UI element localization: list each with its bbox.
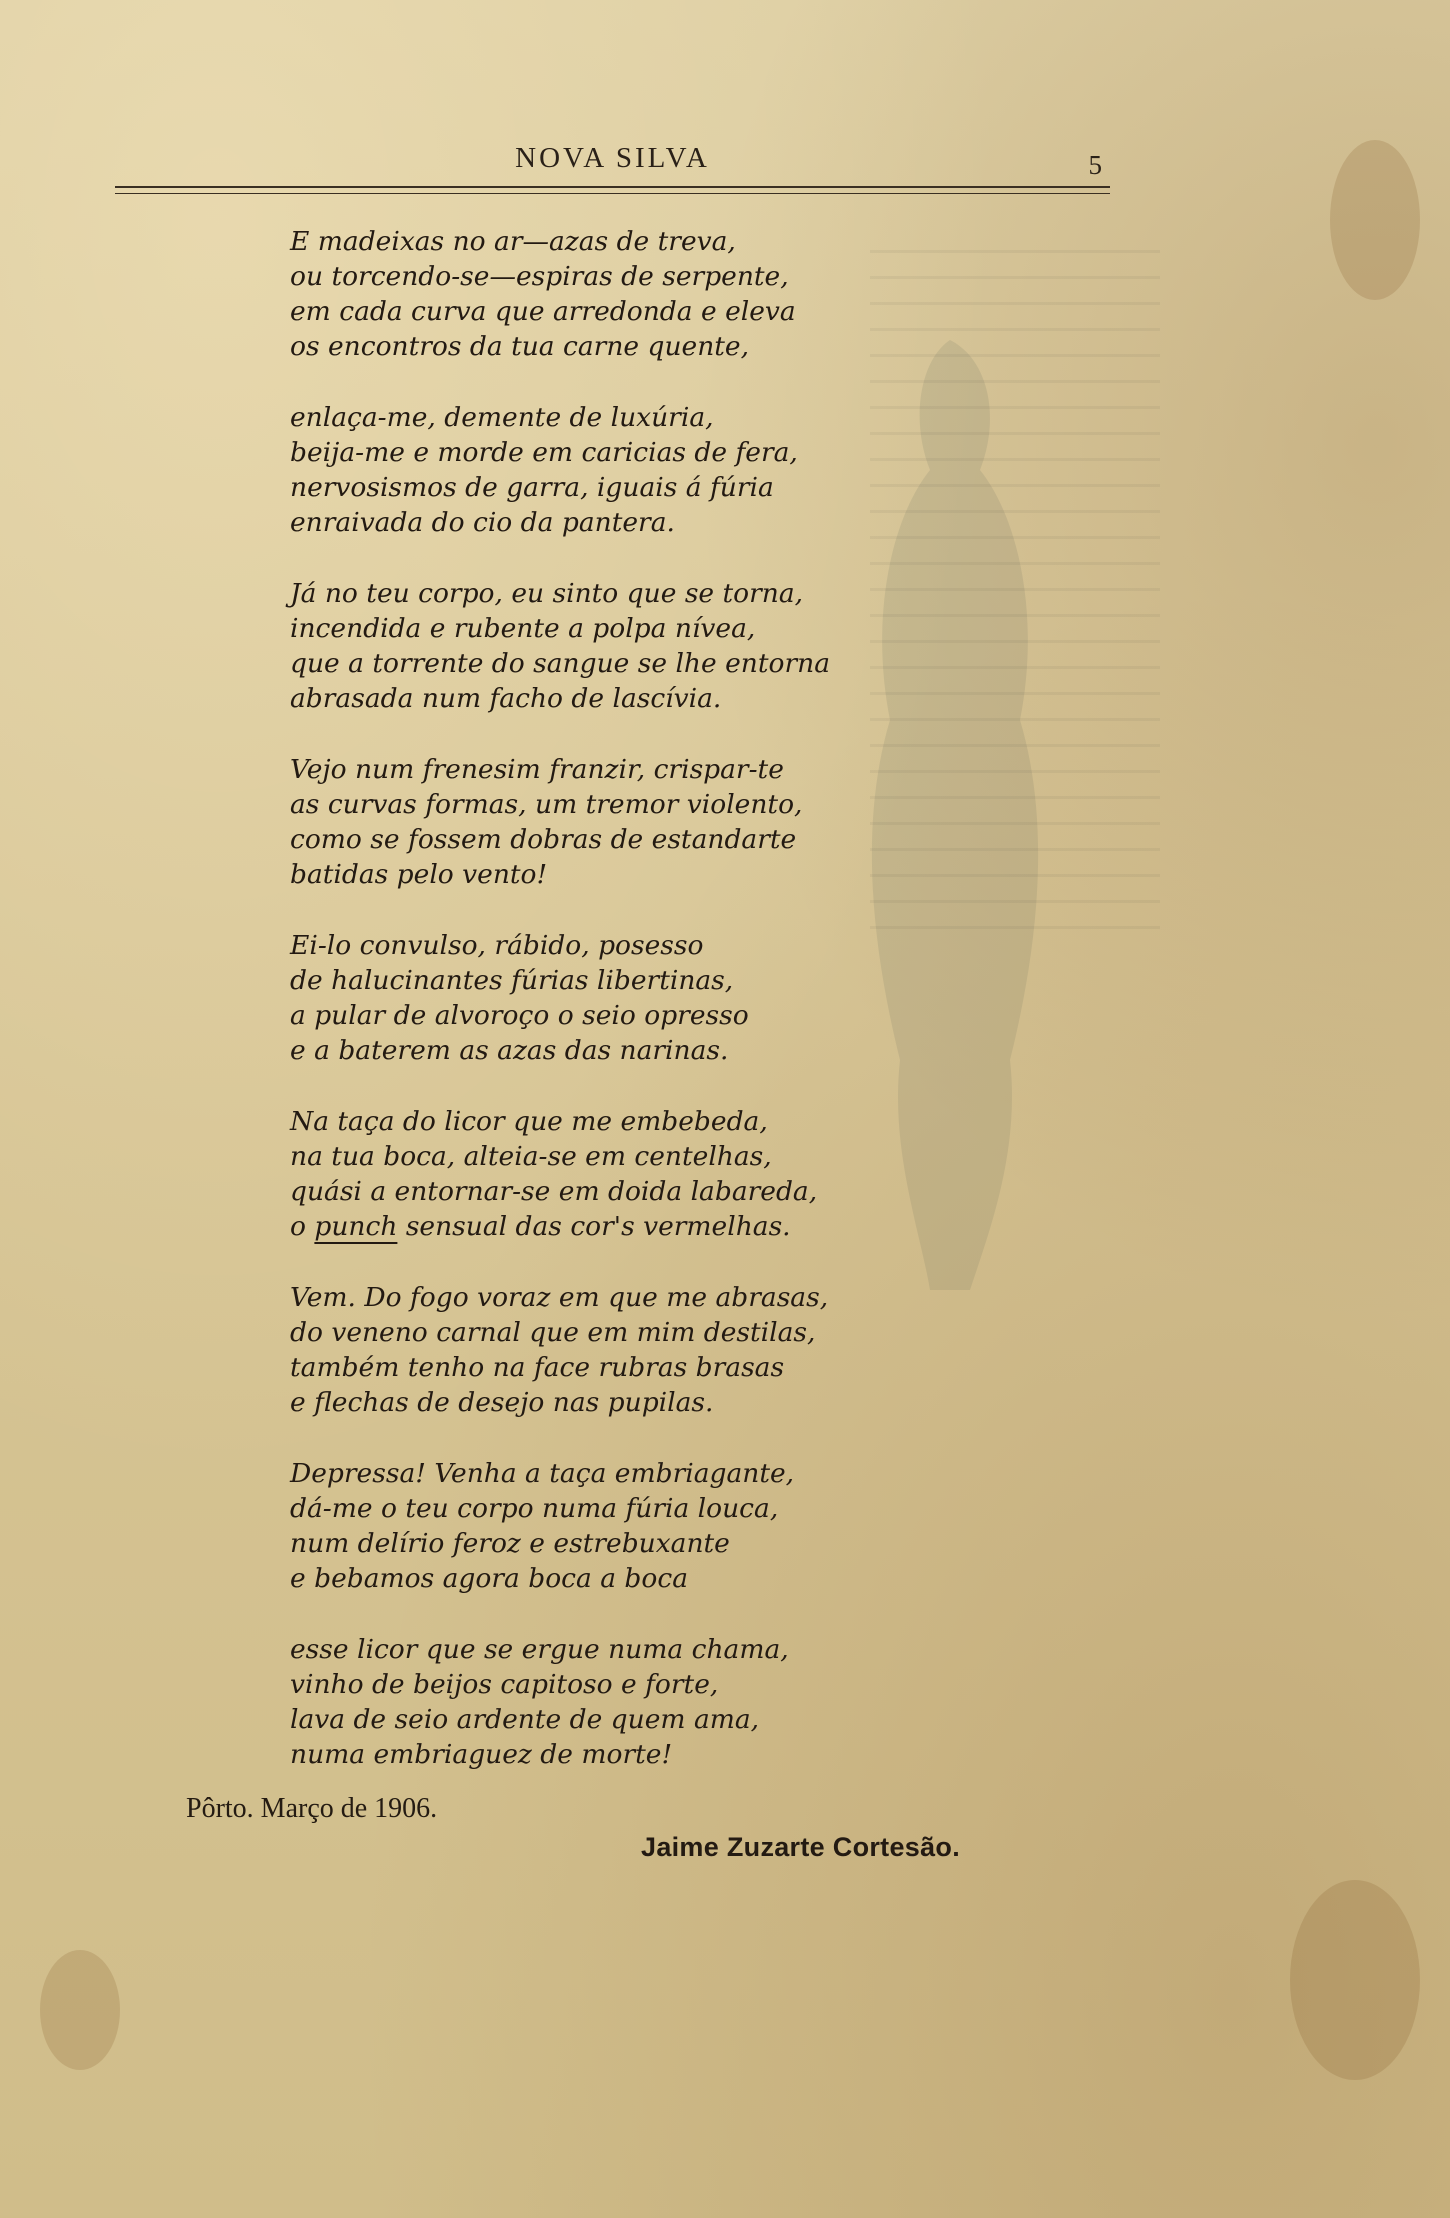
underlined-word: punch: [314, 1211, 398, 1242]
running-head: [115, 142, 1110, 182]
stanza: [290, 400, 970, 540]
paper-stain: [40, 1950, 120, 2070]
stanza: [290, 1456, 970, 1596]
verse-line: as curvas formas, um tremor violento,: [290, 789, 803, 820]
verse-line: [290, 1209, 970, 1244]
verse-line: na tua boca, alteia-se em centelhas,: [290, 1141, 772, 1172]
verse-line: batidas pelo vento!: [290, 859, 548, 890]
verse-line: Ei-lo convulso, rábido, posesso: [290, 930, 704, 961]
paper-stain: [1290, 1880, 1420, 2080]
verse-line: a pular de alvoroço o seio opresso: [290, 1000, 749, 1031]
verse-line: quási a entornar-se em doida labareda,: [290, 1176, 818, 1207]
author-signature: Jaime Zuzarte Cortesão.: [641, 1832, 961, 1862]
verse-line: ou torcendo-se—espiras de serpente,: [290, 261, 789, 292]
verse-line: E madeixas no ar—azas de treva,: [290, 226, 736, 257]
stanza: [290, 224, 970, 364]
verse-line: num delírio feroz e estrebuxante: [290, 1528, 730, 1559]
verse-line: de halucinantes fúrias libertinas,: [290, 965, 734, 996]
verse-line: também tenho na face rubras brasas: [290, 1352, 785, 1383]
verse-line: Já no teu corpo, eu sinto que se torna,: [290, 578, 804, 609]
verse-line: e bebamos agora boca a boca: [290, 1563, 688, 1594]
verse-line: lava de seio ardente de quem ama,: [290, 1704, 760, 1735]
verse-line: Na taça do licor que me embebeda,: [290, 1106, 768, 1137]
verse-fragment: o: [290, 1211, 315, 1242]
paper-stain: [1330, 140, 1420, 300]
verse-line: Depressa! Venha a taça embriagante,: [290, 1458, 795, 1489]
verse-fragment: sensual das cor's vermelhas.: [397, 1211, 791, 1242]
verse-line: em cada curva que arredonda e eleva: [290, 296, 796, 327]
page-number: 5: [1088, 150, 1102, 180]
stanza: [290, 1104, 970, 1244]
verse-line: Vem. Do fogo voraz em que me abrasas,: [290, 1282, 829, 1313]
verse-line: enraivada do cio da pantera.: [290, 507, 675, 538]
stanza: [290, 1280, 970, 1420]
verse-line: que a torrente do sangue se lhe entorna: [290, 648, 830, 679]
verse-line: como se fossem dobras de estandarte: [290, 824, 797, 855]
verse-line: vinho de beijos capitoso e forte,: [290, 1669, 719, 1700]
stanza: [290, 928, 970, 1068]
verse-line: esse licor que se ergue numa chama,: [290, 1634, 789, 1665]
verse-line: enlaça-me, demente de luxúria,: [290, 402, 714, 433]
verse-line: beija-me e morde em caricias de fera,: [290, 437, 798, 468]
journal-title: NOVA SILVA: [515, 142, 710, 174]
place-and-date: Pôrto. Março de 1906.: [186, 1793, 438, 1824]
verse-line: e a baterem as azas das narinas.: [290, 1035, 729, 1066]
verse-line: do veneno carnal que em mim destilas,: [290, 1317, 816, 1348]
header-rule: [115, 186, 1110, 188]
verse-line: incendida e rubente a polpa nívea,: [290, 613, 756, 644]
stanza: [290, 752, 970, 892]
verse-line: os encontros da tua carne quente,: [290, 331, 750, 362]
stanza: [290, 1632, 970, 1772]
stanza: [290, 576, 970, 716]
verse-line: e flechas de desejo nas pupilas.: [290, 1387, 714, 1418]
verse-line: numa embriaguez de morte!: [290, 1739, 673, 1770]
verse-line: Vejo num frenesim franzir, crispar-te: [290, 754, 784, 785]
header-rule-thin: [115, 193, 1110, 194]
verse-line: nervosismos de garra, iguais á fúria: [290, 472, 774, 503]
poem: [290, 224, 970, 1808]
verse-line: dá-me o teu corpo numa fúria louca,: [290, 1493, 779, 1524]
verse-line: abrasada num facho de lascívia.: [290, 683, 722, 714]
